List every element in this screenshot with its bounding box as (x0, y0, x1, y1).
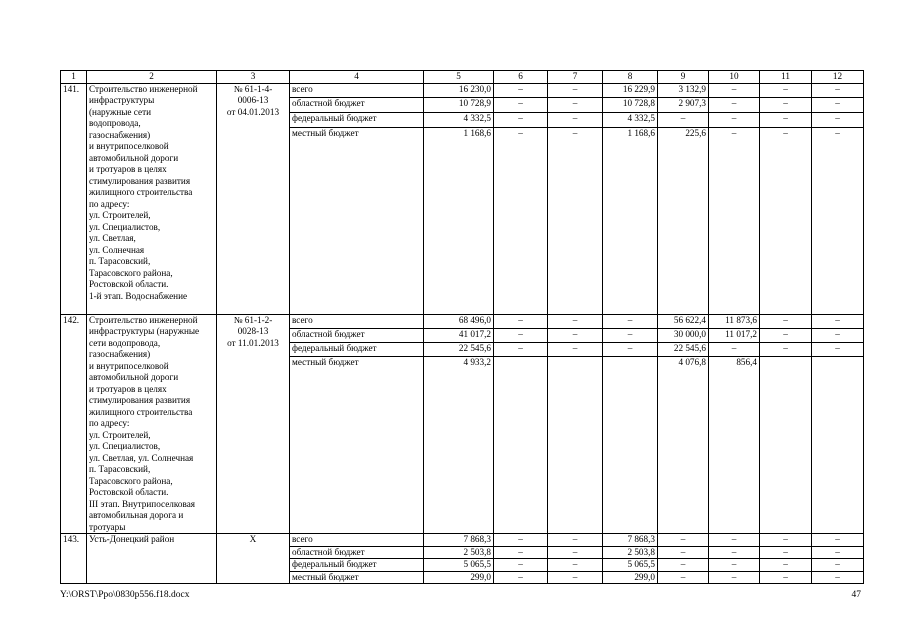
value-cell (603, 357, 658, 534)
value-cell: – (760, 342, 812, 356)
value-cell: – (709, 559, 760, 572)
value-cell: – (658, 534, 709, 547)
funding-source: местный бюджет (290, 127, 424, 314)
value-cell: – (494, 314, 548, 328)
value-cell: – (812, 83, 864, 98)
funding-source: всего (290, 534, 424, 547)
value-cell: – (812, 98, 864, 113)
value-cell: 11 873,6 (709, 314, 760, 328)
value-cell: – (494, 98, 548, 113)
value-cell: – (709, 342, 760, 356)
value-cell: – (494, 328, 548, 342)
value-cell: – (494, 83, 548, 98)
value-cell: 7 868,3 (424, 534, 494, 547)
value-cell: – (812, 314, 864, 328)
value-cell: – (760, 83, 812, 98)
funding-source: областной бюджет (290, 546, 424, 559)
value-cell: – (709, 546, 760, 559)
value-cell: – (760, 112, 812, 127)
table-row (61, 534, 864, 547)
value-cell: 1 168,6 (603, 127, 658, 314)
value-cell: – (760, 546, 812, 559)
table-row (61, 314, 864, 328)
value-cell: – (494, 127, 548, 314)
value-cell: – (709, 534, 760, 547)
value-cell: – (760, 127, 812, 314)
value-cell: – (548, 342, 603, 356)
value-cell (548, 357, 603, 534)
value-cell: 299,0 (603, 571, 658, 584)
object-name: Усть-Донецкий район (87, 534, 217, 584)
value-cell (494, 357, 548, 534)
value-cell: – (494, 559, 548, 572)
value-cell: – (548, 112, 603, 127)
value-cell: 1 168,6 (424, 127, 494, 314)
value-cell: – (812, 127, 864, 314)
header-row (61, 71, 864, 84)
table-row (61, 83, 864, 98)
value-cell: – (760, 534, 812, 547)
row-number: 141. (61, 83, 87, 314)
value-cell: – (812, 571, 864, 584)
page-number: 47 (851, 590, 861, 600)
value-cell: – (658, 571, 709, 584)
value-cell: – (760, 98, 812, 113)
funding-source: федеральный бюджет (290, 559, 424, 572)
col-header-4: 4 (290, 71, 424, 84)
value-cell: – (760, 314, 812, 328)
value-cell: – (548, 314, 603, 328)
value-cell: 41 017,2 (424, 328, 494, 342)
value-cell: – (548, 559, 603, 572)
value-cell: – (812, 328, 864, 342)
value-cell: 22 545,6 (658, 342, 709, 356)
document-number: № 61-1-4- 0006-13 от 04.01.2013 (217, 83, 290, 314)
value-cell: – (548, 571, 603, 584)
value-cell: – (548, 98, 603, 113)
value-cell: 2 503,8 (603, 546, 658, 559)
col-header-12: 12 (812, 71, 864, 84)
value-cell: – (709, 98, 760, 113)
value-cell: – (709, 83, 760, 98)
value-cell: – (812, 342, 864, 356)
funding-source: областной бюджет (290, 328, 424, 342)
value-cell: – (548, 127, 603, 314)
value-cell: – (494, 342, 548, 356)
funding-source: всего (290, 83, 424, 98)
value-cell: – (494, 571, 548, 584)
value-cell: – (658, 559, 709, 572)
col-header-2: 2 (87, 71, 217, 84)
footer-file-path: Y:\ORST\Ppo\0830p556.f18.docx (60, 590, 190, 600)
value-cell: 56 622,4 (658, 314, 709, 328)
value-cell: – (760, 328, 812, 342)
funding-source: местный бюджет (290, 571, 424, 584)
value-cell: – (548, 534, 603, 547)
object-name: Строительство инженерной инфраструктуры (наружные сети водопровода, газоснабжения) и внутрипоселковой автомобильной дороги и тротуаров в целях стимулирования развития жилищного строительства по адресу: ул. Строителей, ул. Специалистов, ул. Светлая, ул. Солнечная п. Тарасовский, Тарасовского района, Ростовской области. 1-й этап. Водоснабжение (87, 83, 217, 314)
value-cell: – (548, 546, 603, 559)
funding-source: федеральный бюджет (290, 342, 424, 356)
value-cell: – (494, 546, 548, 559)
col-header-7: 7 (548, 71, 603, 84)
value-cell: – (603, 328, 658, 342)
value-cell: 3 132,9 (658, 83, 709, 98)
value-cell: – (548, 328, 603, 342)
funding-source: областной бюджет (290, 98, 424, 113)
value-cell: 2 503,8 (424, 546, 494, 559)
value-cell (760, 357, 812, 534)
value-cell: 30 000,0 (658, 328, 709, 342)
value-cell: 4 933,2 (424, 357, 494, 534)
value-cell: – (658, 546, 709, 559)
value-cell: – (548, 83, 603, 98)
document-number: Х (217, 534, 290, 584)
col-header-11: 11 (760, 71, 812, 84)
col-header-3: 3 (217, 71, 290, 84)
value-cell: – (709, 112, 760, 127)
value-cell: 11 017,2 (709, 328, 760, 342)
row-number: 143. (61, 534, 87, 584)
value-cell: 4 076,8 (658, 357, 709, 534)
value-cell (812, 357, 864, 534)
value-cell: 16 230,0 (424, 83, 494, 98)
value-cell: – (812, 534, 864, 547)
value-cell: 16 229,9 (603, 83, 658, 98)
value-cell: – (812, 546, 864, 559)
funding-source: федеральный бюджет (290, 112, 424, 127)
funding-source: местный бюджет (290, 357, 424, 534)
value-cell: 4 332,5 (603, 112, 658, 127)
value-cell: – (658, 112, 709, 127)
col-header-6: 6 (494, 71, 548, 84)
value-cell: 5 065,5 (603, 559, 658, 572)
budget-table (60, 70, 864, 584)
value-cell: 68 496,0 (424, 314, 494, 328)
col-header-8: 8 (603, 71, 658, 84)
value-cell: 4 332,5 (424, 112, 494, 127)
col-header-9: 9 (658, 71, 709, 84)
value-cell: – (760, 559, 812, 572)
row-number: 142. (61, 314, 87, 534)
col-header-10: 10 (709, 71, 760, 84)
value-cell: – (709, 571, 760, 584)
value-cell: – (709, 127, 760, 314)
value-cell: 10 728,9 (424, 98, 494, 113)
value-cell: – (603, 342, 658, 356)
value-cell: 22 545,6 (424, 342, 494, 356)
value-cell: 5 065,5 (424, 559, 494, 572)
value-cell: 225,6 (658, 127, 709, 314)
value-cell: 2 907,3 (658, 98, 709, 113)
value-cell: – (760, 571, 812, 584)
value-cell: – (494, 534, 548, 547)
value-cell: 299,0 (424, 571, 494, 584)
value-cell: – (603, 314, 658, 328)
funding-source: всего (290, 314, 424, 328)
value-cell: 856,4 (709, 357, 760, 534)
col-header-5: 5 (424, 71, 494, 84)
value-cell: – (494, 112, 548, 127)
object-name: Строительство инженерной инфраструктуры (наружные сети водопровода, газоснабжения) и внутрипоселковой автомобильной дороги и тротуаров в целях стимулирования развития жилищного строительства по адресу: ул. Строителей, ул. Специалистов, ул. Светлая, ул. Солнечная п. Тарасовский, Тарасовского района, Ростовской области. III этап. Внутрипоселковая автомобильная дорога и тротуары (87, 314, 217, 534)
value-cell: 7 868,3 (603, 534, 658, 547)
document-number: № 61-1-2- 0028-13 от 11.01.2013 (217, 314, 290, 534)
value-cell: 10 728,8 (603, 98, 658, 113)
col-header-1: 1 (61, 71, 87, 84)
value-cell: – (812, 559, 864, 572)
value-cell: – (812, 112, 864, 127)
